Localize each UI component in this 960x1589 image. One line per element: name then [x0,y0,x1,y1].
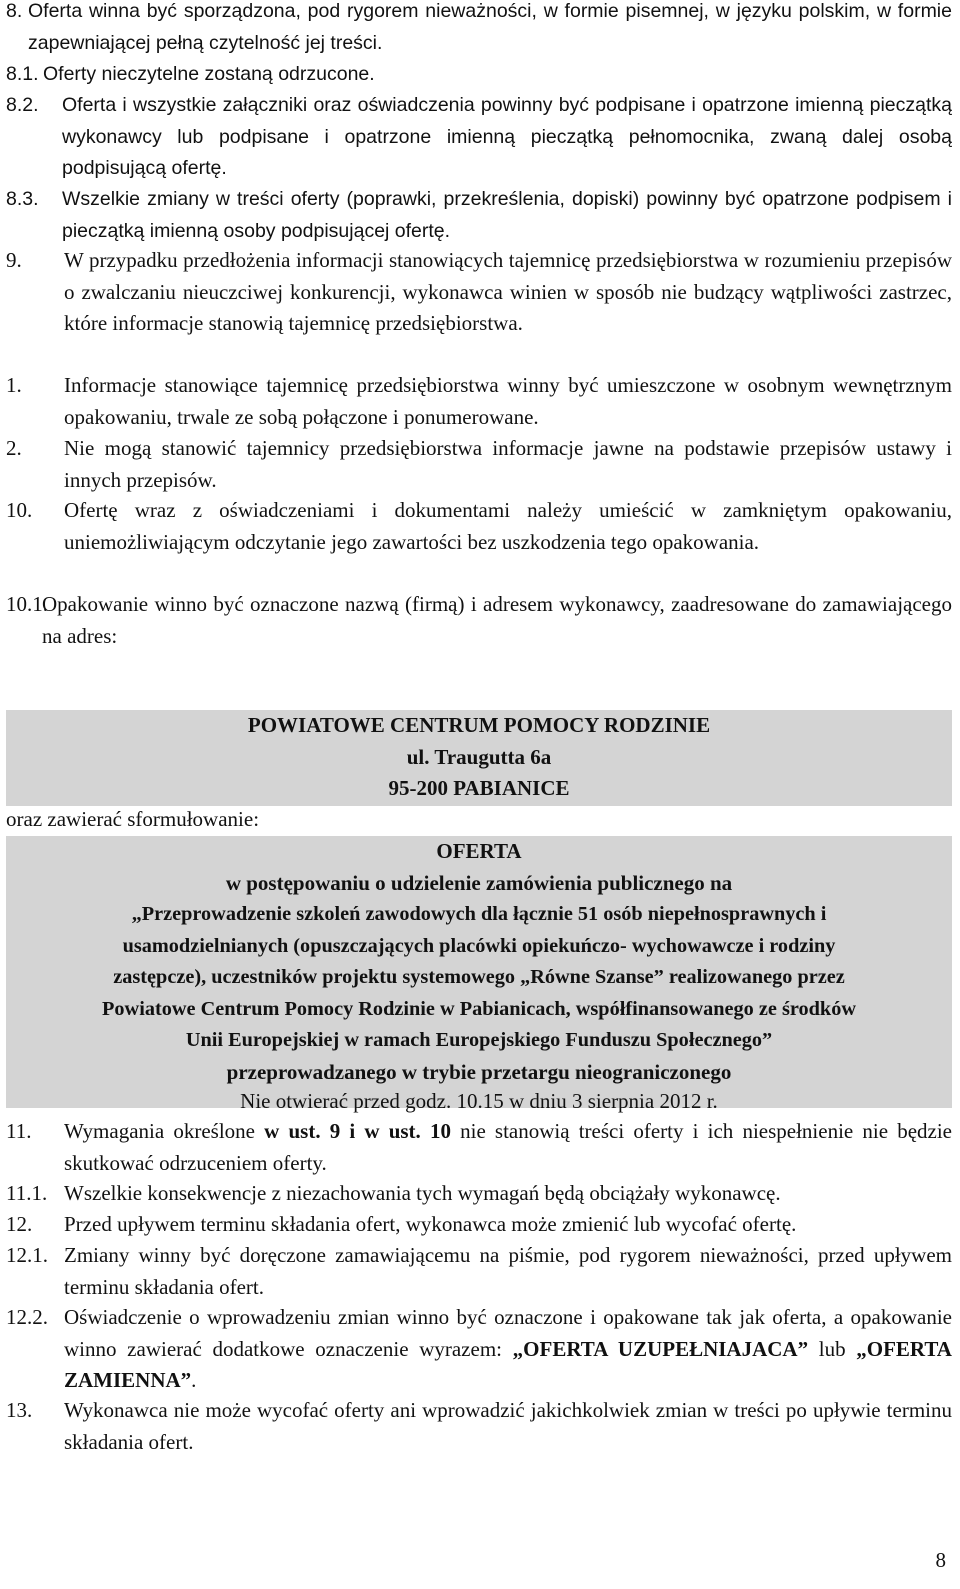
paragraph-11-1 [6,1178,952,1210]
paragraph-text: Oferta winna być sporządzona, pod rygorem nieważności, w formie pisemnej, w języku polskim, w formie zapewniającej pełną czytelność jej treści. [28,0,952,54]
paragraph-10-1 [6,589,952,652]
paragraph-number: 8.3. [6,188,39,210]
paragraph-text: Zmiany winny być doręczone zamawiającemu na piśmie, pod rygorem nieważności, przed upływem terminu składania ofert. [64,1243,952,1299]
label-line-1: OFERTA [436,839,522,863]
paragraph-text: Nie mogą stanowić tajemnicy przedsiębiorstwa informacje jawne na podstawie przepisów ustawy i innych przepisów. [64,436,952,492]
paragraph-number: 8.2. [6,94,39,116]
paragraph-number: 11. [6,1119,32,1143]
paragraph-number: 1. [6,373,22,397]
paragraph-9-1 [6,370,952,433]
address-line-2: ul. Traugutta 6a [406,744,552,769]
paragraph-text: W przypadku przedłożenia informacji stanowiących tajemnicę przedsiębiorstwa w rozumieniu przepisów o zwalczaniu nieuczciwej konkurencji, wykonawca winien w sposób nie budzący wątpliwości zastrzec, które informacje stanowią tajemnicę przedsiębiorstwa. [64,248,952,335]
paragraph-number: 13. [6,1398,33,1422]
label-line-6: Powiatowe Centrum Pomocy Rodzinie w Pabianicach, współfinansowanego ze środków [102,997,856,1020]
paragraph-number: 2. [6,436,22,460]
page-number: 8 [935,1548,946,1572]
paragraph-12-1 [6,1240,952,1303]
paragraph-12 [6,1209,952,1241]
paragraph-text: Wymagania określone w ust. 9 i w ust. 10 nie stanowią treści oferty i ich niespełnienie nie będzie skutkować odrzuceniem oferty. [64,1119,952,1175]
paragraph-text: Oferty nieczytelne zostaną odrzucone. [43,63,375,85]
address-line-1: POWIATOWE CENTRUM POMOCY RODZINIE [247,713,711,737]
paragraph-text: Wszelkie konsekwencje z niezachowania tych wymagań będą obciążały wykonawcę. [64,1181,781,1205]
paragraph-text: Przed upływem terminu składania ofert, wykonawca może zmienić lub wycofać ofertę. [64,1212,797,1236]
paragraph-number: 9. [6,248,22,272]
label-line-5: zastępcze), uczestników projektu systemowego „Równe Szanse” realizowanego przez [113,966,845,988]
paragraph-8-2 [6,90,952,185]
label-line-4: usamodzielnianych (opuszczających placówki opiekuńczo- wychowawcze i rodziny [122,934,836,957]
paragraph-text: Oferta i wszystkie załączniki oraz oświadczenia powinny być podpisane i opatrzone imienną pieczątką wykonawcy lub podpisane i opatrzone imienną pieczątką pełnomocnika, zwaną dalej osobą podpisującą ofertę. [62,94,952,179]
paragraph-text: Oświadczenie o wprowadzeniu zmian winno być oznaczone i opakowane tak jak oferta, a opakowanie winno zawierać dodatkowe oznaczenie wyrazem: „OFERTA UZUPEŁNIAJACA” lub „OFERTA ZAMIENNA”. [64,1305,952,1392]
paragraph-9-2 [6,433,952,496]
label-line-3: „Przeprowadzenie szkoleń zawodowych dla łącznie 51 osób niepełnosprawnych i [131,903,827,925]
paragraph-number: 10. [6,498,33,522]
paragraph-10 [6,495,952,558]
label-line-9: Nie otwierać przed godz. 10.15 w dniu 3 sierpnia 2012 r. [240,1089,718,1113]
paragraph-text: Informacje stanowiące tajemnicę przedsiębiorstwa winny być umieszczone w osobnym wewnętrznym opakowaniu, trwale ze sobą połączone i ponumerowane. [64,373,952,429]
paragraph-8-1 [6,59,952,91]
paragraph-number: 12. [6,1212,33,1236]
paragraph-number: 11.1. [6,1181,48,1205]
paragraph-8 [6,0,952,59]
paragraph-text: Opakowanie winno być oznaczone nazwą (firmą) i adresem wykonawcy, zaadresowane do zamawiającego na adres: [42,592,952,648]
label-line-7: Unii Europejskiej w ramach Europejskiego Funduszu Społecznego” [185,1029,773,1051]
envelope-label-box [6,836,952,1113]
paragraph-text: Wszelkie zmiany w treści oferty (poprawki, przekreślenia, dopiski) powinny być opatrzone podpisem i pieczątką imienną osoby podpisującej ofertę. [62,188,952,242]
paragraph-9 [6,245,952,340]
address-line-3: 95-200 PABIANICE [388,776,570,800]
address-box [6,710,952,806]
paragraph-8-3 [6,184,952,247]
paragraph-13 [6,1395,952,1458]
label-line-8: przeprowadzanego w trybie przetargu nieograniczonego [226,1059,732,1084]
paragraph-number: 12.1. [6,1243,48,1267]
paragraph-number: 8. [6,0,23,22]
paragraph-12-2 [6,1302,952,1397]
paragraph-text: Wykonawca nie może wycofać oferty ani wprowadzić jakichkolwiek zmian w treści po upływie terminu składania ofert. [64,1398,952,1454]
label-line-2: w postępowaniu o udzielenie zamówienia publicznego na [225,870,733,895]
paragraph-text: Ofertę wraz z oświadczeniami i dokumentami należy umieścić w zamkniętym opakowaniu, uniemożliwiającym odczytanie jego zawartości bez uszkodzenia tego opakowania. [64,498,952,554]
label-intro: oraz zawierać sformułowanie: [6,807,260,831]
paragraph-number: 10.1. [6,592,48,616]
paragraph-number: 8.1. [6,63,39,85]
paragraph-11 [6,1116,952,1179]
paragraph-number: 12.2. [6,1305,48,1329]
